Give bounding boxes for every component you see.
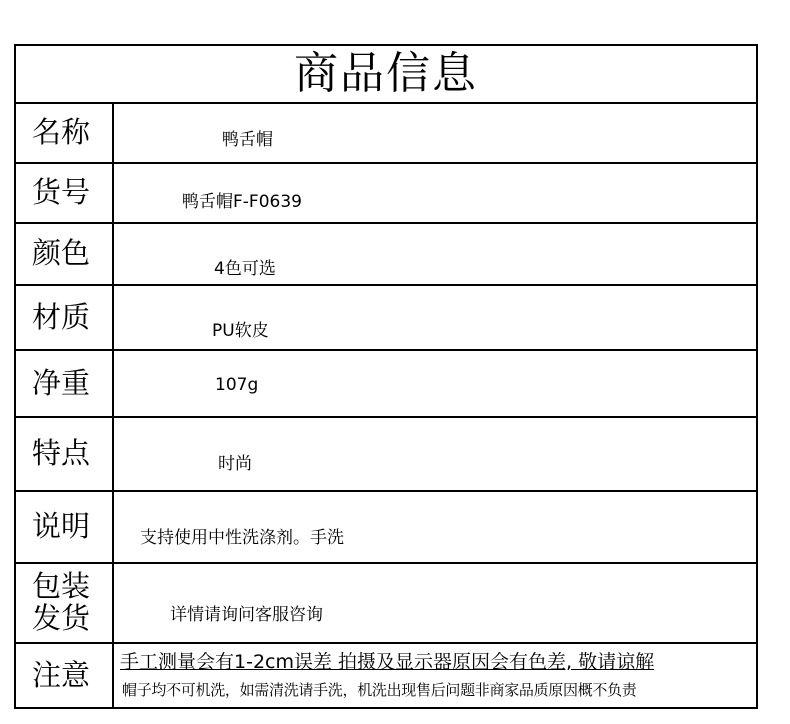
- row-label: [16, 564, 114, 642]
- row-label: 名称: [16, 104, 114, 162]
- row-label: 说明: [16, 492, 114, 562]
- row-label: 注意: [16, 644, 114, 707]
- row-item-number: [16, 164, 756, 224]
- row-name: [16, 104, 756, 164]
- row-value: 支持使用中性洗涤剂。手洗: [140, 528, 344, 548]
- row-packaging-shipping: [16, 564, 756, 644]
- row-feature: [16, 418, 756, 492]
- row-value-cell: [114, 644, 756, 707]
- row-value-cell: [114, 351, 756, 416]
- row-instructions: [16, 492, 756, 564]
- row-value: 详情请询问客服咨询: [170, 605, 323, 625]
- row-label-line: 发货: [32, 601, 91, 635]
- row-value-cell: [114, 492, 756, 562]
- product-info-table: [14, 44, 758, 709]
- row-value-cell: [114, 104, 756, 162]
- row-value: 107g: [215, 375, 259, 395]
- row-label: 颜色: [16, 224, 114, 284]
- row-value: 时尚: [218, 454, 252, 474]
- table-title: 商品信息: [294, 48, 478, 99]
- table-title-row: [16, 46, 756, 104]
- row-net-weight: [16, 351, 756, 418]
- row-value: PU软皮: [212, 321, 269, 341]
- row-value-cell: [114, 224, 756, 284]
- notice-line-2: 帽子均不可机洗，如需清洗请手洗，机洗出现售后问题非商家品质原因概不负责: [122, 681, 637, 699]
- row-label: 特点: [16, 418, 114, 490]
- row-value-cell: [114, 286, 756, 349]
- row-color: [16, 224, 756, 286]
- row-value: 鸭舌帽F-F0639: [182, 192, 302, 212]
- row-material: [16, 286, 756, 351]
- row-label: 货号: [16, 164, 114, 222]
- row-value: 鸭舌帽: [222, 130, 273, 150]
- row-label-line: 包装: [32, 569, 91, 604]
- row-value-cell: [114, 418, 756, 490]
- row-label: 净重: [16, 351, 114, 416]
- row-value-cell: [114, 564, 756, 642]
- row-notice: [16, 644, 756, 707]
- row-value: 4色可选: [214, 259, 276, 279]
- row-value-cell: [114, 164, 756, 222]
- notice-line-1: 手工测量会有1-2cm误差 拍摄及显示器原因会有色差, 敬请谅解: [120, 651, 655, 673]
- row-label: 材质: [16, 286, 114, 349]
